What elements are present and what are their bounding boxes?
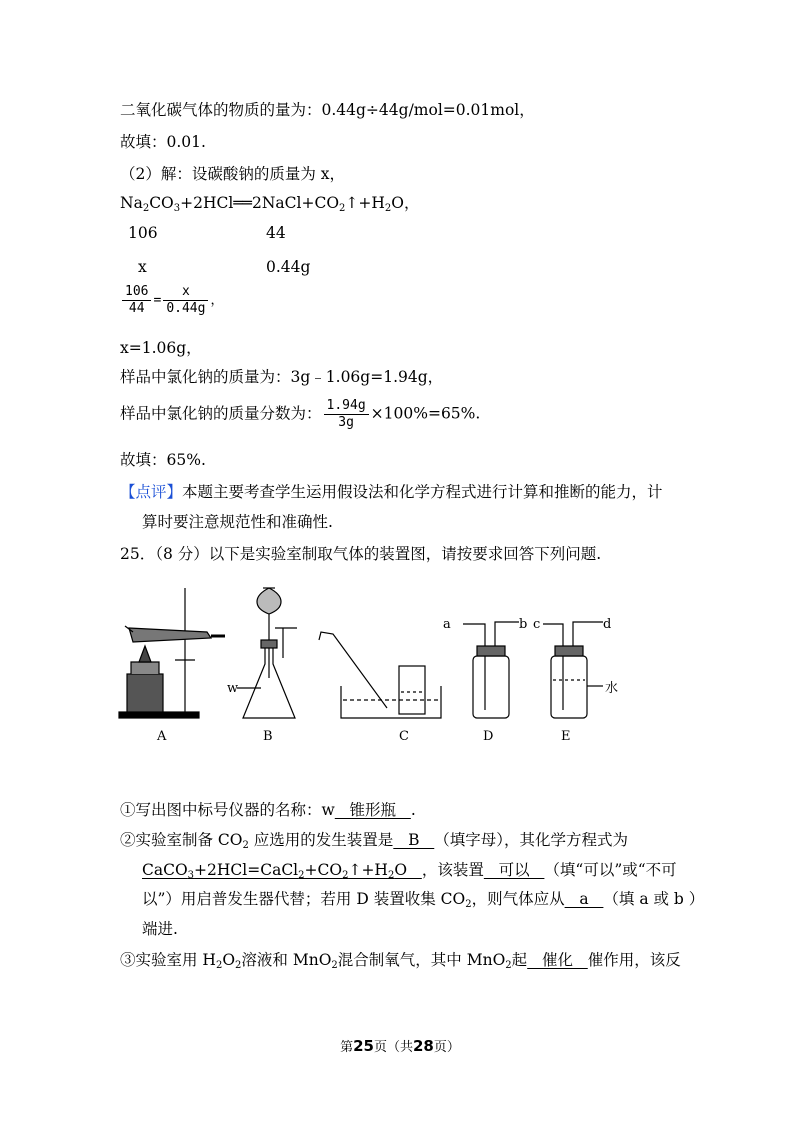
- apparatus-e: [543, 622, 603, 718]
- percent-line: 样品中氯化钠的质量分数为： $\frac{1.94g}{3g}$ ×100%=65%.: [120, 398, 481, 430]
- label-port-a: a: [443, 617, 451, 632]
- label-water: 水: [605, 681, 619, 696]
- apparatus-a: [119, 588, 225, 718]
- answer-2-line3: 以”）用启普发生器代替；若用 D 装置收集 $CO_2$，则气体应从 a （填 a 或 b ）: [142, 890, 705, 910]
- text-line: 故填：65%.: [120, 451, 206, 469]
- answer-2-equation: $CaCO_3+2HCl=CaCl_2+CO_2↑+H_2O$ ，该装置 可以 （填“可以”或“不可: [142, 861, 677, 881]
- lab-apparatus-figure: [115, 568, 635, 750]
- answer-2-line4: 端进.: [142, 920, 178, 938]
- text-line: 样品中氯化钠的质量为：3g﹣1.06g=1.94g，: [120, 368, 444, 386]
- answer-1: ①写出图中标号仪器的名称：w 锥形瓶 .: [120, 801, 416, 819]
- label-b: B: [263, 729, 273, 744]
- equation: $Na_2CO_3+2HCl══2NaCl+CO_2↑+H_2O$，: [120, 194, 420, 214]
- comment-tag: 【点评】: [120, 483, 183, 501]
- answer-3: ③实验室用 $H_2O_2$溶液和 MnO$_2$混合制氧气，其中 MnO$_2$起 催化 催作用，该反: [120, 951, 681, 971]
- label-w: w: [227, 681, 239, 696]
- page-footer: 第25页（共28页）: [340, 1037, 460, 1055]
- label-c: C: [399, 729, 409, 744]
- text-line: （2）解：设碳酸钠的质量为 x，: [120, 165, 346, 183]
- label-port-d: d: [603, 617, 612, 632]
- label-d: D: [483, 729, 494, 744]
- question-25: 25．（8 分）以下是实验室制取气体的装置图，请按要求回答下列问题.: [120, 545, 602, 563]
- mass-x: x: [138, 258, 147, 276]
- mass-106: 106: [128, 224, 158, 242]
- text-line: 故填：0.01.: [120, 133, 206, 151]
- label-a: A: [157, 729, 167, 744]
- text-line: x=1.06g，: [120, 339, 202, 357]
- text-line: 二氧化碳气体的物质的量为：0.44g÷44g/mol=0.01mol，: [120, 101, 535, 119]
- apparatus-b: [237, 588, 297, 718]
- comment-line: 【点评】本题主要考查学生运用假设法和化学方程式进行计算和推断的能力，计: [120, 483, 663, 501]
- ratio-equation: $\frac{106}{44}$ = $\frac{x}{0.44g}$ ，: [120, 284, 223, 317]
- page-number: 25: [353, 1037, 374, 1055]
- label-port-c: c: [533, 617, 541, 632]
- comment-line: 算时要注意规范性和准确性.: [142, 513, 333, 531]
- label-port-b: b: [519, 617, 528, 632]
- label-e: E: [561, 729, 571, 744]
- answer-2: ②实验室制备 $CO_2$ 应选用的发生装置是 B （填字母），其化学方程式为: [120, 831, 629, 851]
- mass-044: 0.44g: [266, 258, 311, 276]
- apparatus-c: [319, 632, 441, 718]
- page-total: 28: [413, 1037, 434, 1055]
- apparatus-d: [463, 622, 519, 718]
- mass-44: 44: [266, 224, 286, 242]
